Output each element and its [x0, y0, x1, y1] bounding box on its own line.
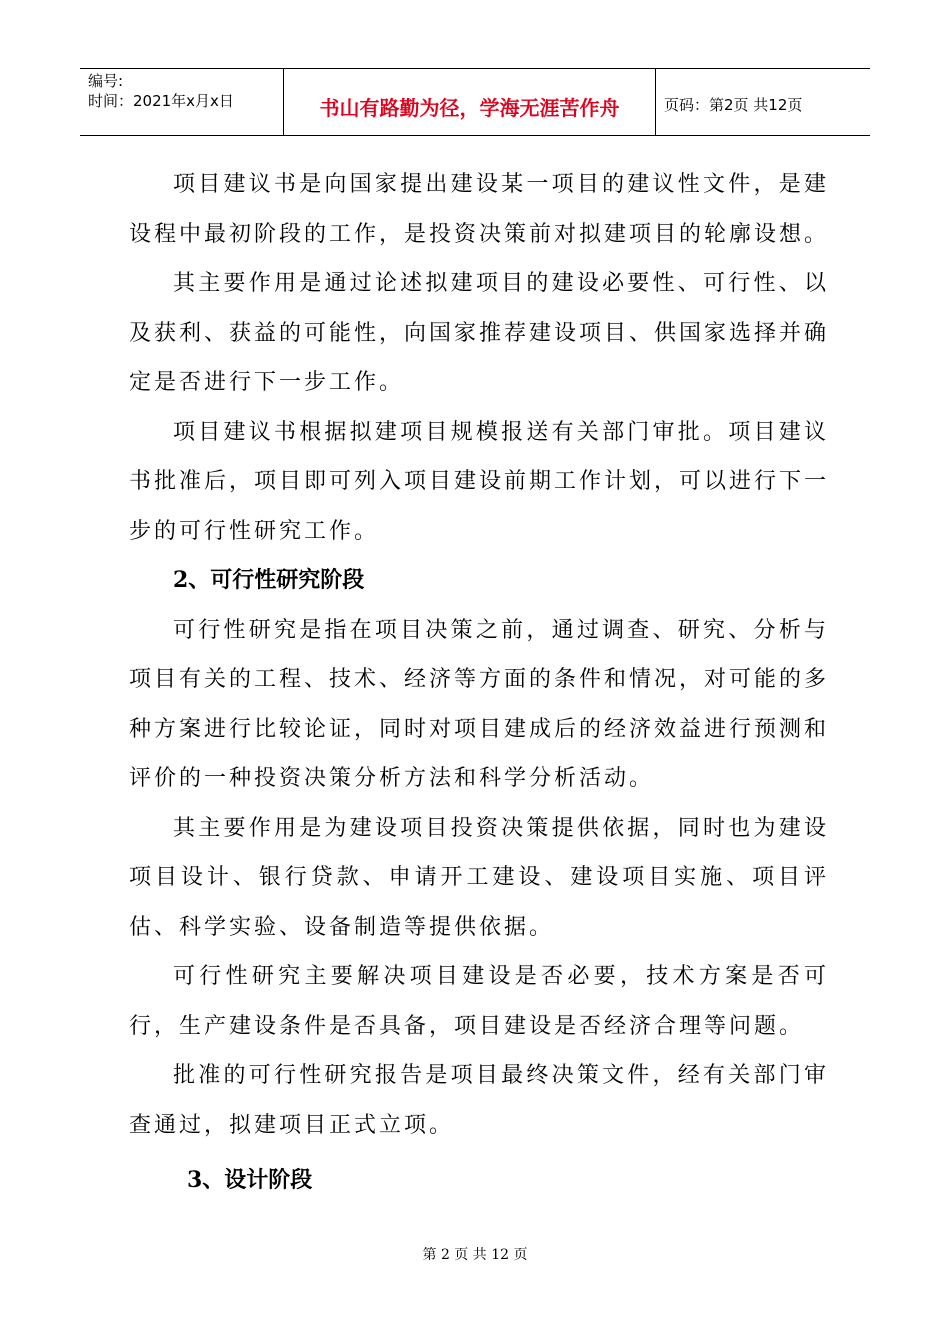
- header-meta: [80, 69, 284, 135]
- page-footer: 第 2 页 共 12 页: [422, 1247, 528, 1263]
- paragraph-3: 项目建议书根据拟建项目规模报送有关部门审批。项目建议书批准后，项目即可列入项目建设前期工作计划，可以进行下一步的可行性研究工作。: [129, 419, 830, 544]
- paragraph-1: 项目建议书是向国家提出建设某一项目的建议性文件，是建设程中最初阶段的工作，是投资决策前对拟建项目的轮廓设想。: [129, 172, 830, 247]
- paragraph-5: 其主要作用是为建设项目投资决策提供依据，同时也为建设项目设计、银行贷款、申请开工建设、建设项目实施、项目评估、科学实验、设备制造等提供依据。: [129, 815, 829, 940]
- paragraph-7: 批准的可行性研究报告是项目最终决策文件，经有关部门审查通过，拟建项目正式立项。: [129, 1063, 829, 1138]
- paragraph-6: 可行性研究主要解决项目建设是否必要，技术方案是否可行，生产建设条件是否具备，项目建设是否经济合理等问题。: [129, 964, 829, 1039]
- document-date: 时间：2021年x月x日: [88, 92, 234, 110]
- paragraph-2: 其主要作用是通过论述拟建项目的建设必要性、可行性、以及获利、获益的可能性，向国家推荐建设项目、供国家选择并确定是否进行下一步工作。: [129, 271, 830, 395]
- document-number-label: 编号:: [88, 72, 124, 90]
- header-page-info: 页码：第2页 共12页: [664, 95, 803, 114]
- paragraph-4: 可行性研究是指在项目决策之前，通过调查、研究、分析与项目有关的工程、技术、经济等方面的条件和情况，对可能的多种方案进行比较论证，同时对项目建成后的经济效益进行预测和评价的一种投资决策分析方法和科学分析活动。: [129, 617, 830, 791]
- page-header: [80, 68, 870, 136]
- header-motto: 书山有路勤为径，学海无涯苦作舟: [284, 69, 656, 135]
- section-heading-2: 2、可行性研究阶段: [173, 567, 365, 593]
- section-heading-3: 3、设计阶段: [187, 1167, 313, 1193]
- document-body: [129, 160, 829, 1206]
